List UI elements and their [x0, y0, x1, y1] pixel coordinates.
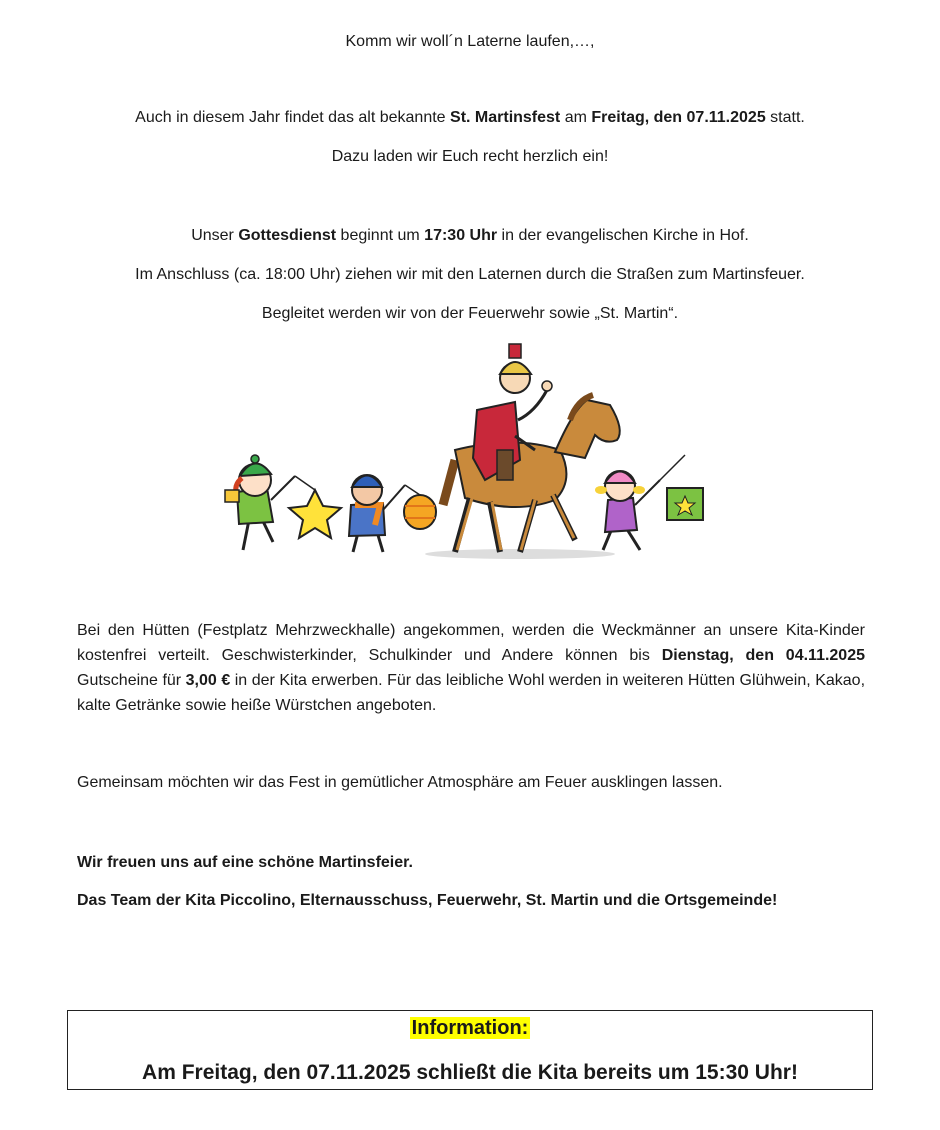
details-paragraph: Bei den Hütten (Festplatz Mehrzweckhalle) angekommen, werden die Weckmänner an unsere Kita-Kinder kostenfrei verteilt. Geschwisterkinder, Schulkinder und Andere können bis Dienstag, den 04.11.2025 Gutscheine für 3,00 € in der Kita erwerben. Für das leibliche Wohl werden in weiteren Hütten Glühwein, Kakao, kalte Getränke sowie heiße Würstchen angeboten. — [77, 622, 866, 714]
information-box — [67, 1010, 873, 1090]
information-title: Information: — [411, 1017, 529, 1039]
closing-line-1: Wir freuen uns auf eine schöne Martinsfeier. — [77, 854, 413, 871]
intro-line-2: Dazu laden wir Euch recht herzlich ein! — [331, 148, 609, 165]
service-line-2: Im Anschluss (ca. 18:00 Uhr) ziehen wir mit den Laternen durch die Straßen zum Martinsfeuer. — [135, 266, 805, 283]
st-martin-illustration — [215, 340, 725, 565]
closing-line-2: Das Team der Kita Piccolino, Elternausschuss, Feuerwehr, St. Martin und die Ortsgemeinde! — [77, 892, 778, 909]
service-line-3: Begleitet werden wir von der Feuerwehr sowie „St. Martin“. — [261, 305, 679, 322]
round-lantern — [404, 495, 436, 529]
information-text: Am Freitag, den 07.11.2025 schließt die Kita bereits um 15:30 Uhr! — [142, 1061, 798, 1084]
service-line-1: Unser Gottesdienst beginnt um 17:30 Uhr in der evangelischen Kirche in Hof. — [191, 227, 749, 244]
horse-figure — [443, 395, 620, 552]
star-lantern — [289, 490, 341, 538]
intro-line-1: Auch in diesem Jahr findet das alt bekannte St. Martinsfest am Freitag, den 07.11.2025 statt. — [135, 109, 805, 126]
together-paragraph: Gemeinsam möchten wir das Fest in gemütlicher Atmosphäre am Feuer ausklingen lassen. — [77, 774, 723, 791]
page-heading: Komm wir woll´n Laterne laufen,…, — [345, 33, 595, 50]
